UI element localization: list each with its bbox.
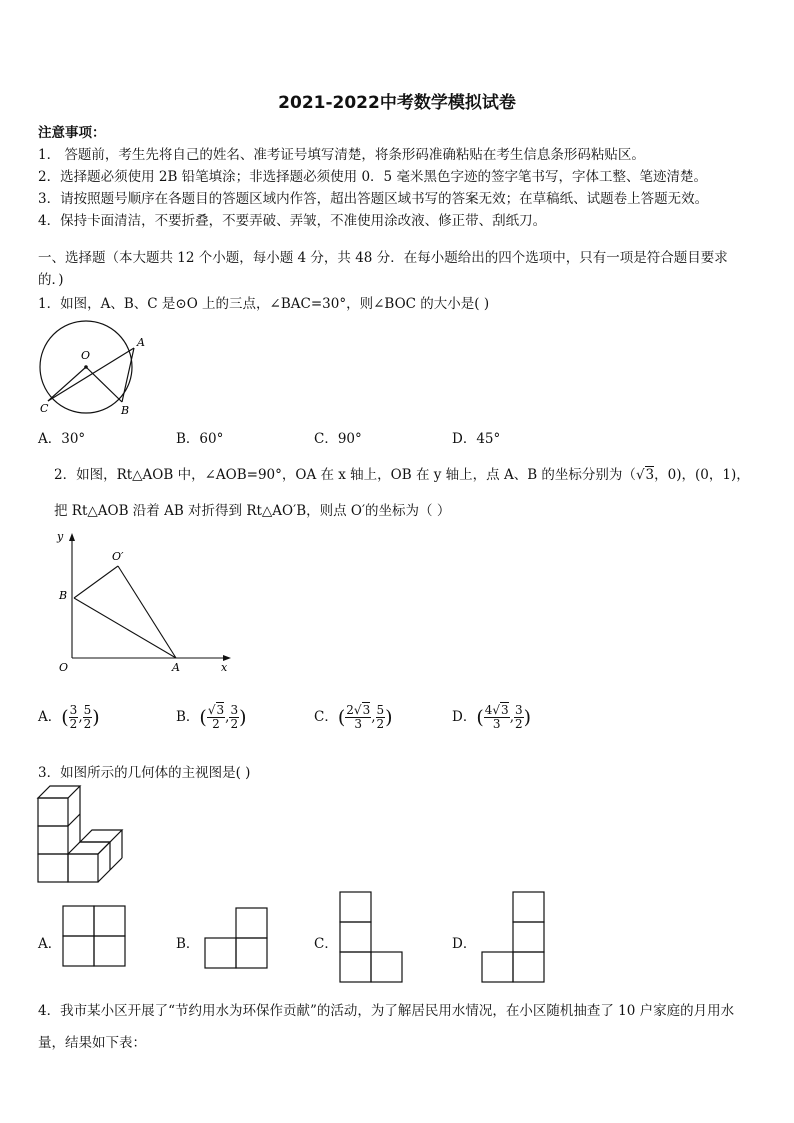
q1-stem: 1．如图，A、B、C 是⊙O 上的三点，∠BAC=30°，则∠BOC 的大小是( ) (38, 296, 490, 312)
q2-label-y: y (57, 530, 64, 543)
fraction: $\frac{√3}{2}$ (207, 703, 225, 731)
q2-stem (54, 463, 750, 483)
q1-option-d[interactable]: D．45° (452, 431, 501, 447)
q3-option-a-label[interactable]: A． (38, 936, 62, 952)
q2-sqrt: √3 (635, 467, 655, 483)
q4-stem-line2: 量，结果如下表： (38, 1035, 146, 1051)
q1-figure (34, 318, 146, 418)
q1-label-A: A (137, 336, 145, 349)
q2-stem-line2: 把 Rt△AOB 沿着 AB 对折得到 Rt△AO′B，则点 O′的坐标为（ ） (54, 503, 451, 519)
q3-option-b-label[interactable]: B． (176, 936, 200, 952)
q3-option-c-view[interactable] (339, 891, 403, 983)
q1-option-b[interactable]: B．60° (176, 431, 224, 447)
q2-label-B: B (59, 589, 68, 602)
q2-option-letter: D． (452, 709, 477, 725)
q2-figure (50, 528, 235, 676)
q3-solid-figure (34, 782, 134, 886)
q2-option-letter: C． (314, 709, 338, 725)
q1-label-C: C (40, 402, 49, 415)
notice-item: 4．保持卡面清洁，不要折叠，不要弄破、弄皱，不准使用涂改液、修正带、刮纸刀。 (38, 213, 547, 229)
fraction: $\frac{5}{2}$ (83, 703, 92, 731)
q4-stem: 4．我市某小区开展了“节约用水为环保作贡献”的活动，为了解居民用水情况，在小区随机抽查了 10 户家庭的月用水 (38, 1003, 735, 1019)
q2-option-c[interactable]: C．( $\frac{2√3}{3}$ , $\frac{5}{2}$ ) (314, 703, 393, 731)
q2-segment-BA (74, 598, 176, 658)
q2-stem-a: 2．如图，Rt△AOB 中，∠AOB=90°，OA 在 x 轴上，OB 在 y 轴上，点 A、B 的坐标分别为（ (54, 467, 636, 483)
fraction: $\frac{3}{2}$ (230, 703, 239, 731)
page-title: 2021-2022中考数学模拟试卷 (278, 93, 516, 113)
q2-label-A: A (172, 661, 180, 674)
q1-segment-OC (48, 367, 86, 401)
q2-y-arrow (69, 533, 75, 541)
q2-option-letter: B． (176, 709, 200, 725)
notice-item: 1． 答题前，考生先将自己的姓名、准考证号填写清楚，将条形码准确粘贴在考生信息条形码粘贴区。 (38, 147, 645, 163)
q3-option-d-label[interactable]: D． (452, 936, 477, 952)
q2-option-a[interactable]: A．( $\frac{3}{2}$ , $\frac{5}{2}$ ) (38, 703, 100, 731)
q2-option-b[interactable]: B．( $\frac{√3}{2}$ , $\frac{3}{2}$ ) (176, 703, 247, 731)
notice-heading: 注意事项： (38, 125, 106, 141)
q1-option-c[interactable]: C．90° (314, 431, 362, 447)
fraction: $\frac{2√3}{3}$ (346, 703, 371, 731)
q2-stem-b: ，0)，(0，1)， (654, 467, 750, 483)
q2-option-d[interactable]: D．( $\frac{4√3}{3}$ , $\frac{3}{2}$ ) (452, 703, 532, 731)
q1-center-dot (84, 365, 88, 369)
fraction: $\frac{4√3}{3}$ (484, 703, 509, 731)
q1-segment-OB (86, 367, 122, 402)
q1-option-a[interactable]: A．30° (38, 431, 86, 447)
q2-label-Oprime: O′ (112, 550, 124, 563)
q1-label-O: O (81, 349, 91, 362)
notice-item: 2．选择题必须使用 2B 铅笔填涂；非选择题必须使用 0．5 毫米黑色字迹的签字笔书写，字体工整、笔迹清楚。 (38, 169, 707, 185)
q3-option-b-view[interactable] (204, 907, 268, 969)
section-heading: 一、选择题（本大题共 12 个小题，每小题 4 分，共 48 分．在每小题给出的四个选项中，只有一项是符合题目要求 (38, 250, 728, 266)
q2-option-letter: A． (38, 709, 62, 725)
notice-item: 3．请按照题号顺序在各题目的答题区域内作答，超出答题区域书写的答案无效；在草稿纸、试题卷上答题无效。 (38, 191, 709, 207)
fraction: $\frac{5}{2}$ (376, 703, 385, 731)
fraction: $\frac{3}{2}$ (69, 703, 78, 731)
q2-sqrt-value: 3 (645, 467, 655, 483)
q3-option-d-view[interactable] (481, 891, 545, 983)
fraction: $\frac{3}{2}$ (514, 703, 523, 731)
q3-stem: 3．如图所示的几何体的主视图是( ) (38, 765, 251, 781)
q2-label-O: O (59, 661, 69, 674)
q1-segment-AB (122, 348, 134, 402)
section-heading-cont: 的．) (38, 272, 64, 288)
q1-segment-CA (48, 348, 134, 401)
q3-option-c-label[interactable]: C． (314, 936, 338, 952)
q1-label-B: B (121, 404, 130, 417)
q2-label-x: x (221, 661, 228, 674)
q2-segment-BOp (74, 566, 118, 598)
q2-segment-OpA (118, 566, 176, 658)
q3-option-a-view[interactable] (62, 905, 126, 967)
